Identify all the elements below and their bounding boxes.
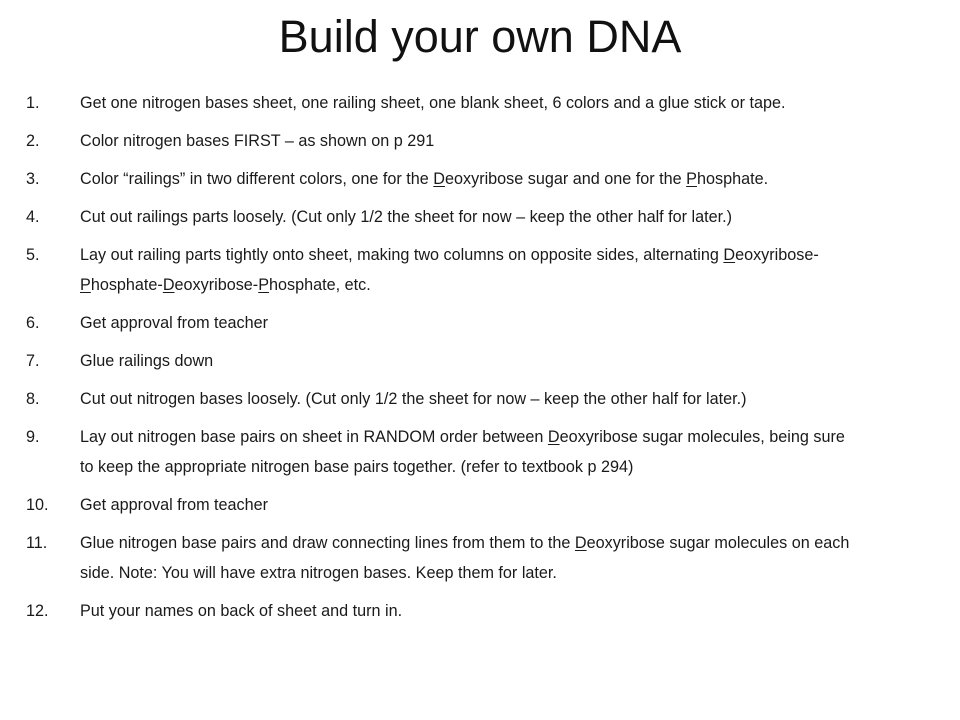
instruction-step <box>0 164 862 194</box>
step-number: 3. <box>26 170 40 188</box>
step-text <box>80 534 849 582</box>
underlined-initial: D <box>723 246 736 264</box>
step-number: 11. <box>26 534 48 552</box>
step-text-segment: Put your names on back of sheet and turn in. <box>80 602 403 620</box>
instruction-step <box>0 596 862 626</box>
step-text-segment: hosphate, etc. <box>269 276 371 294</box>
underlined-initial: D <box>547 428 560 446</box>
step-text <box>80 132 434 150</box>
step-text-segment: Color “railings” in two different colors, one for the <box>80 170 434 188</box>
step-text-segment: Get one nitrogen bases sheet, one railing sheet, one blank sheet, 6 colors and a glue stick or tape. <box>80 94 786 112</box>
instruction-list <box>0 88 960 634</box>
underlined-initial: P <box>258 276 270 294</box>
step-text-segment: eoxyribose sugar molecules on each side. Note: You will have extra nitrogen bases. Keep them for later. <box>80 534 850 582</box>
step-number: 9. <box>26 428 40 446</box>
step-text-segment: eoxyribose sugar and one for the <box>445 170 687 188</box>
step-text-segment: Get approval from teacher <box>80 314 269 332</box>
step-text <box>80 246 819 294</box>
step-text-segment: Cut out nitrogen bases loosely. (Cut only 1/2 the sheet for now – keep the other half for later.) <box>80 390 747 408</box>
step-text-segment: Lay out railing parts tightly onto sheet, making two columns on opposite sides, alternating <box>80 246 724 264</box>
instruction-step <box>0 490 862 520</box>
step-number: 5. <box>26 246 40 264</box>
step-text-segment: eoxyribose sugar molecules, being sure to keep the appropriate nitrogen base pairs together. (refer to textbook p 294) <box>80 428 845 476</box>
step-text <box>80 352 213 370</box>
step-text <box>80 170 768 188</box>
instruction-step <box>0 88 862 118</box>
instruction-step <box>0 528 862 588</box>
step-text <box>80 428 845 476</box>
step-text <box>80 314 268 332</box>
underlined-initial: D <box>162 276 175 294</box>
step-text-segment: Cut out railings parts loosely. (Cut only 1/2 the sheet for now – keep the other half for later.) <box>80 208 733 226</box>
step-text <box>80 496 268 514</box>
step-text-segment: Lay out nitrogen base pairs on sheet in RANDOM order between <box>80 428 548 446</box>
step-text-segment: Glue nitrogen base pairs and draw connecting lines from them to the <box>80 534 575 552</box>
step-text-segment: Color nitrogen bases FIRST – as shown on p 291 <box>80 132 435 150</box>
instruction-step <box>0 202 862 232</box>
step-number: 12. <box>26 602 49 620</box>
instruction-step <box>0 126 862 156</box>
instruction-step <box>0 240 862 300</box>
step-text-segment: eoxyribose- <box>735 246 819 264</box>
step-text-segment: hosphate- <box>90 276 163 294</box>
step-number: 1. <box>26 94 40 112</box>
instruction-step <box>0 346 862 376</box>
step-number: 4. <box>26 208 40 226</box>
step-number: 8. <box>26 390 40 408</box>
step-text <box>80 390 746 408</box>
step-text <box>80 602 402 620</box>
step-text-segment: Glue railings down <box>80 352 214 370</box>
step-number: 2. <box>26 132 40 150</box>
step-text <box>80 94 786 112</box>
instruction-step <box>0 384 862 414</box>
underlined-initial: P <box>686 170 697 188</box>
instruction-step <box>0 422 862 482</box>
step-text <box>80 208 732 226</box>
step-text-segment: Get approval from teacher <box>80 496 269 514</box>
underlined-initial: D <box>574 534 587 552</box>
instruction-step <box>0 308 862 338</box>
step-number: 10. <box>26 496 49 514</box>
underlined-initial: P <box>80 276 91 294</box>
step-number: 7. <box>26 352 40 370</box>
step-text-segment: hosphate. <box>696 170 769 188</box>
step-text-segment: eoxyribose- <box>174 276 259 294</box>
underlined-initial: D <box>433 170 445 188</box>
step-number: 6. <box>26 314 40 332</box>
page-title: Build your own DNA <box>278 11 682 62</box>
